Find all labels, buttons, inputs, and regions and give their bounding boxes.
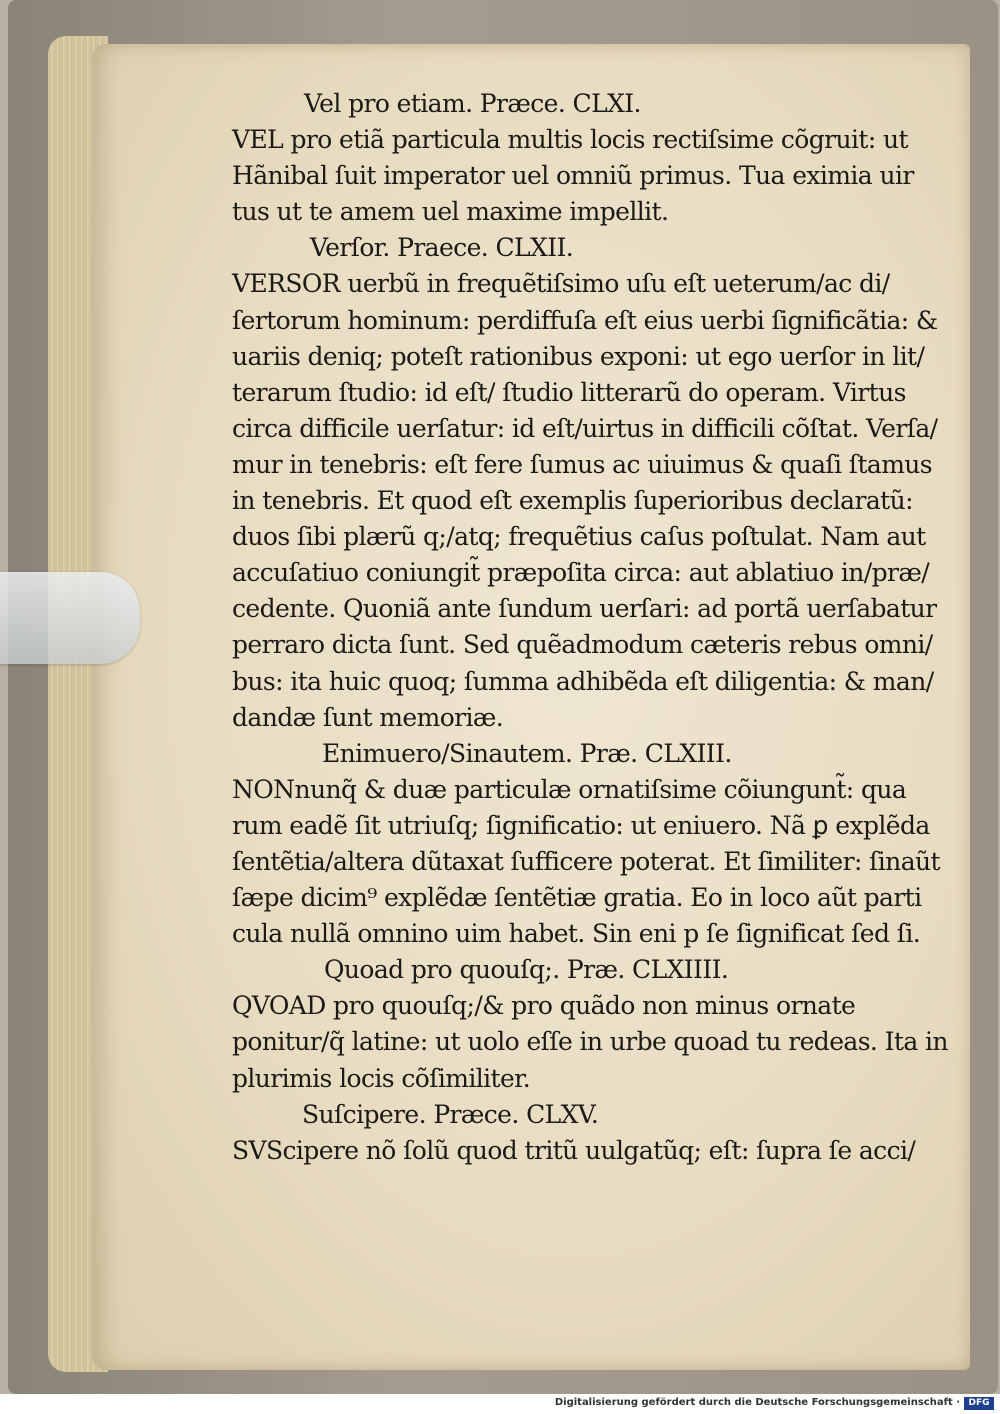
text-line: mur in tenebris: eſt fere ſumus ac uiuimus & quaſi ſtamus: [232, 449, 933, 479]
text-line: VEL pro etiã particula multis locis rectiſsime cõgruit: ut: [232, 125, 908, 155]
text-line: perraro dicta ſunt. Sed quẽadmodum cæteris rebus omni/: [232, 630, 933, 660]
text-line: duos ſibi plærũ q;/atq; frequẽtius caſus poſtulat. Nam aut: [232, 522, 926, 552]
text-line: ſertorum hominum: perdiffuſa eſt eius uerbi ſignificãtia: &: [232, 305, 938, 335]
text-line: plurimis locis cõſimiliter.: [232, 1063, 531, 1093]
heading-enimuero: Enimuero/Sinautem. Præ. CLXIII.: [322, 738, 732, 768]
text-line: rum eadẽ ſit utriuſq; ſignificatio: ut eniuero. Nã ꝑ explẽda: [232, 810, 930, 840]
text-line: SVScipere nõ ſolũ quod tritũ uulgatũq; eſt: ſupra ſe acci/: [232, 1135, 916, 1165]
text-line: QVOAD pro quouſq;/& pro quãdo non minus ornate: [232, 991, 856, 1021]
text-line: uariis deniq; poteſt rationibus exponi: ut ego uerſor in lit/: [232, 341, 925, 371]
heading-versor: Verſor. Praece. CLXII.: [310, 233, 574, 263]
text-line: cedente. Quoniã ante ſundum uerſari: ad portã uerſabatur: [232, 594, 937, 624]
text-line: ſentẽtia/altera dũtaxat ſufficere poterat. Et ſimiliter: ſinaũt: [232, 846, 940, 876]
text-line: bus: ita huic quoq; ſumma adhibẽda eſt diligentia: & man/: [232, 666, 934, 696]
page-text: [232, 86, 948, 1169]
funding-credit: Digitalisierung gefördert durch die Deutsche Forschungsgemeinschaft ·: [554, 1397, 960, 1408]
text-line: NONnunq̃ & duæ particulæ ornatiſsime cõiungunt̃: qua: [232, 774, 907, 804]
footer-bar: [0, 1394, 1000, 1414]
text-line: cula nullã omnino uim habet. Sin eni p ſe ſignificat ſed ſi.: [232, 919, 921, 949]
heading-suscipere: Suſcipere. Præce. CLXV.: [302, 1099, 599, 1129]
clip-marker: [0, 572, 140, 664]
heading-quoad: Quoad pro quouſq;. Præ. CLXIIII.: [324, 955, 729, 985]
text-line: in tenebris. Et quod eſt exemplis ſuperioribus declaratũ:: [232, 486, 913, 516]
heading-vel: Vel pro etiam. Præce. CLXI.: [304, 89, 641, 118]
text-line: terarum ſtudio: id eſt/ ſtudio litterarũ do operam. Virtus: [232, 377, 906, 407]
text-line: accuſatiuo coniungit̃ præpoſita circa: aut ablatiuo in/præ/: [232, 558, 930, 588]
text-line: ſæpe dicim⁹ explẽdæ ſentẽtiæ gratia. Eo in loco aũt parti: [232, 883, 922, 913]
text-line: ponitur/q̃ latine: ut uolo eſſe in urbe quoad tu redeas. Ita in: [232, 1027, 948, 1057]
text-line: VERSOR uerbũ in frequẽtiſsimo uſu eſt ueterum/ac di/: [232, 269, 890, 299]
text-line: tus ut te amem uel maxime impellit.: [232, 197, 669, 227]
text-line: dandæ ſunt memoriæ.: [232, 702, 504, 732]
text-line: circa difficile uerſatur: id eſt/uirtus in difficili cõſtat. Verſa/: [232, 413, 938, 443]
dfg-logo-icon: DFG: [964, 1397, 994, 1410]
text-line: Hãnibal ſuit imperator uel omniũ primus. Tua eximia uir: [232, 161, 914, 191]
